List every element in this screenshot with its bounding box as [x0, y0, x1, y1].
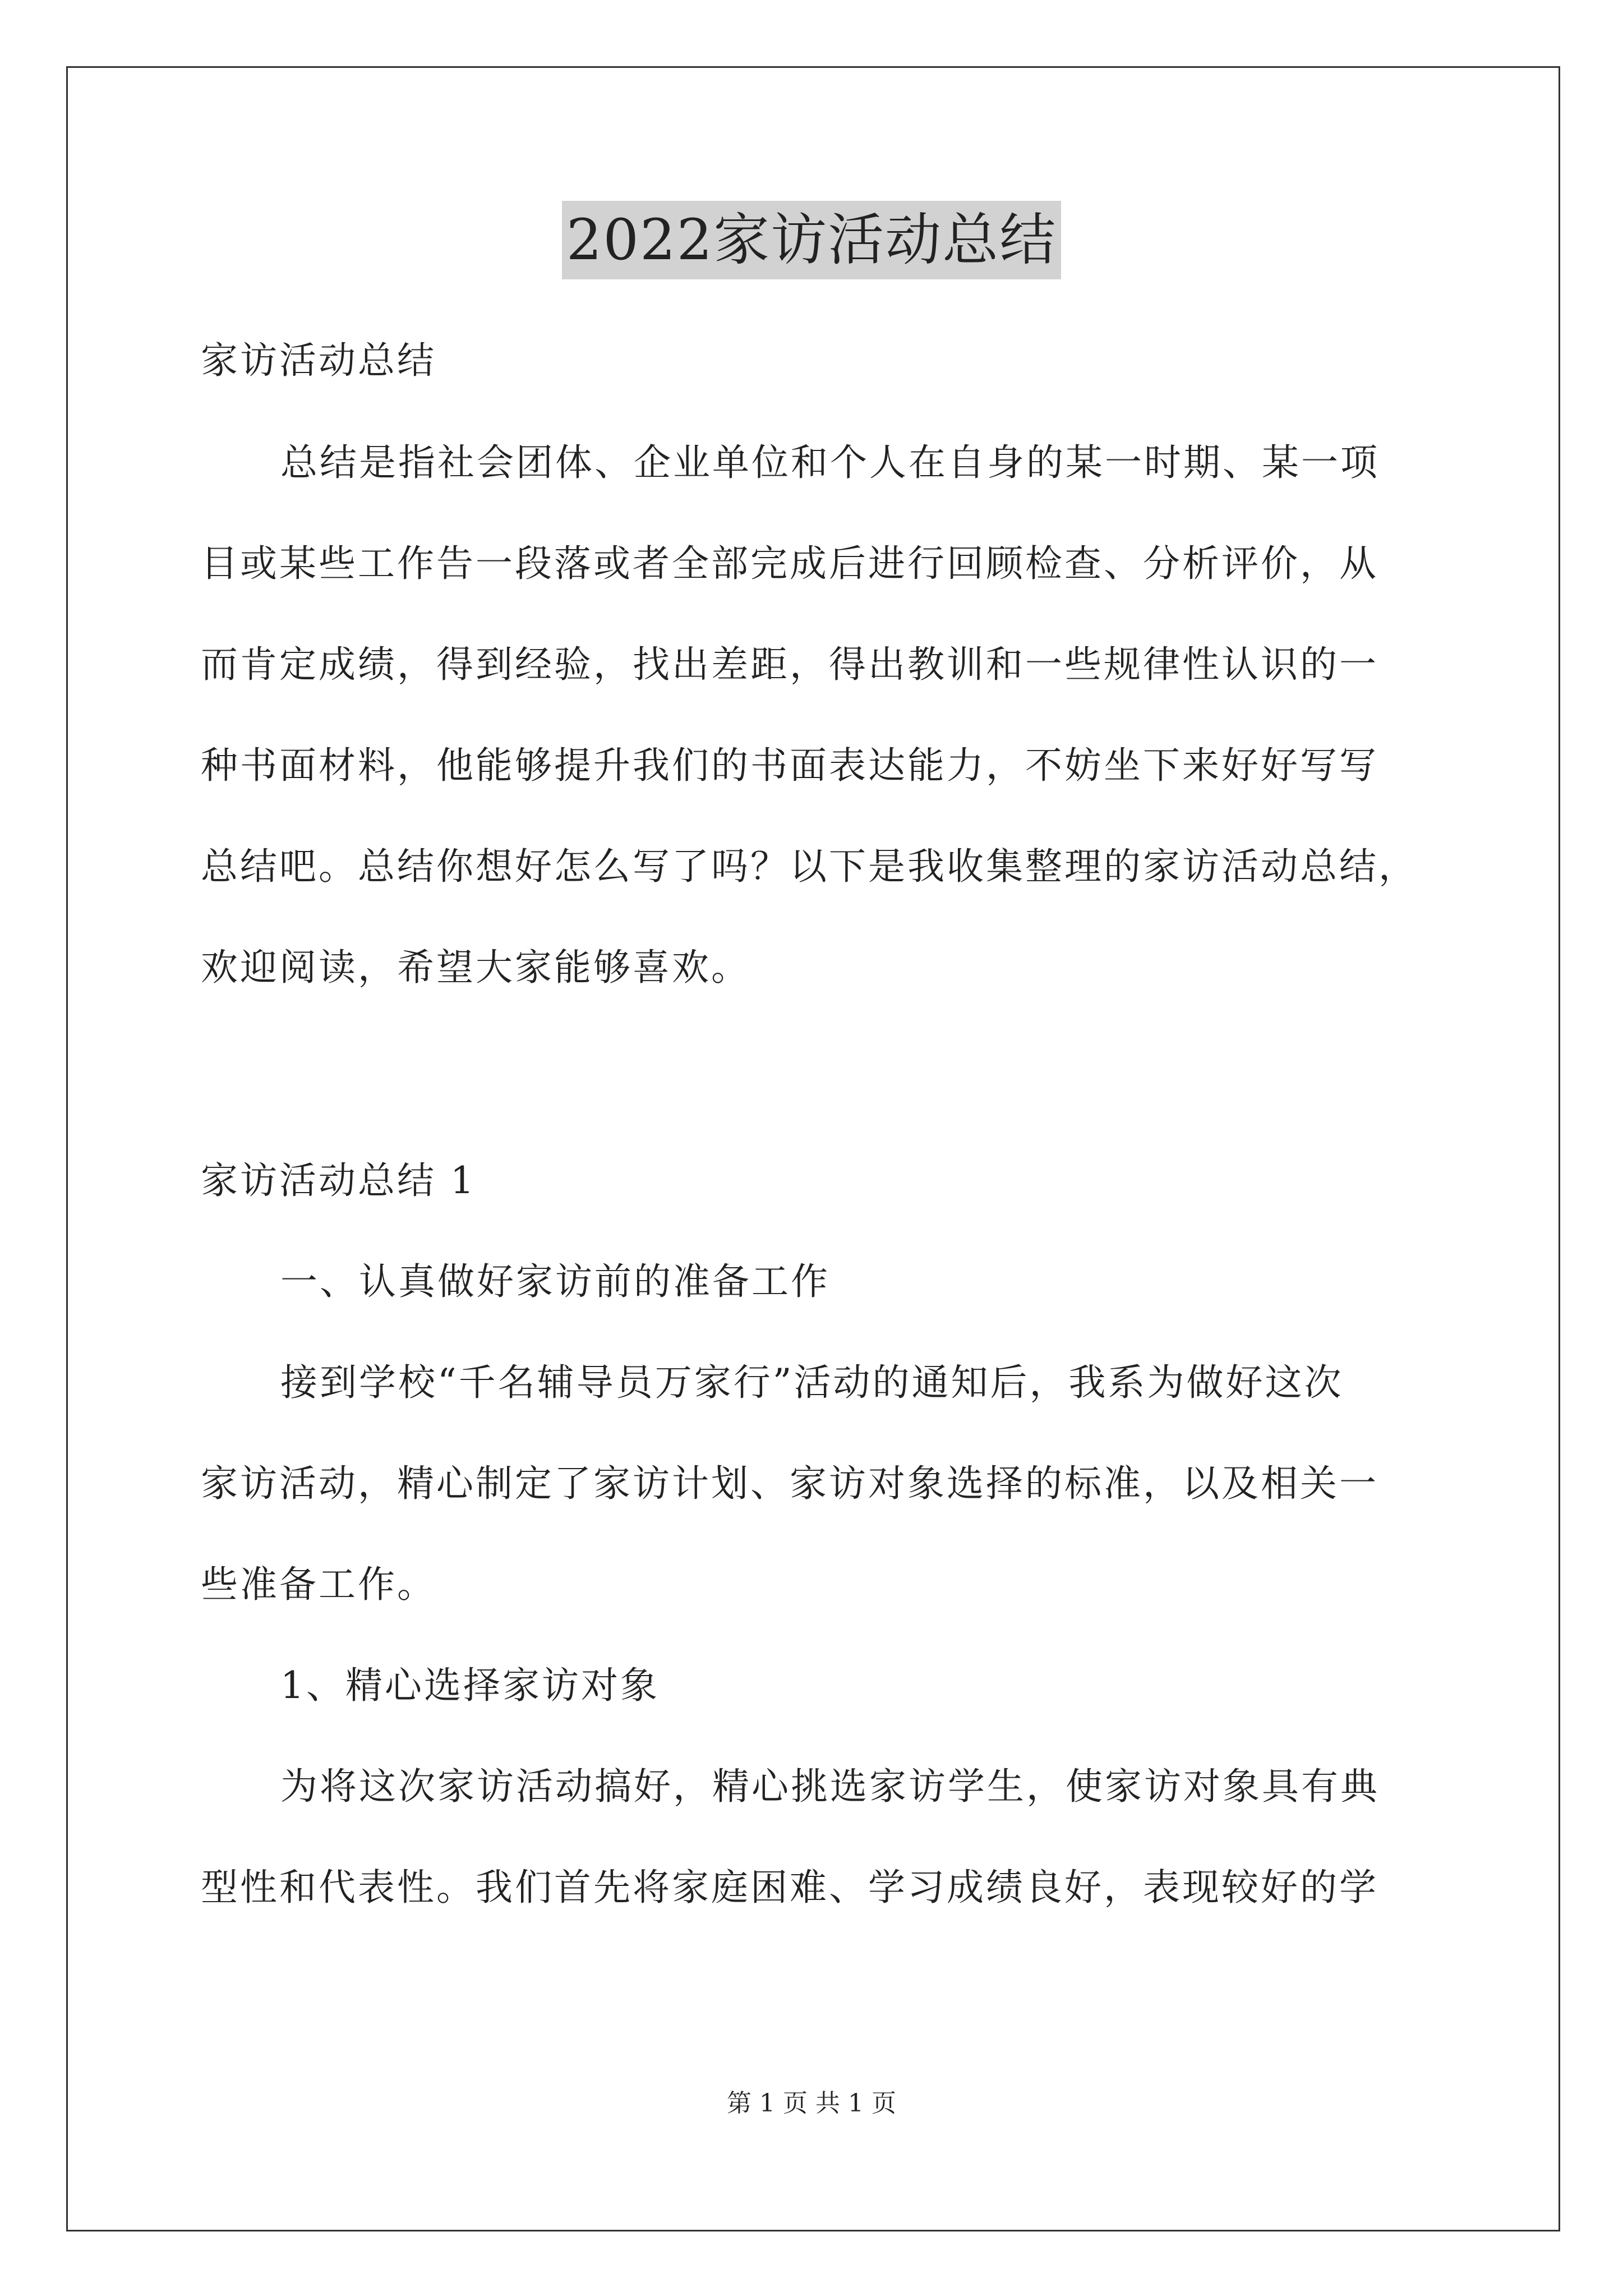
intro-line: 总结吧。总结你想好怎么写了吗？以下是我收集整理的家访活动总结， — [201, 845, 1418, 888]
paragraph-line: 些准备工作。 — [201, 1563, 436, 1606]
title-container — [0, 201, 1623, 279]
subheading: 1、精心选择家访对象 — [280, 1664, 660, 1707]
paragraph-line: 为将这次家访活动搞好，精心挑选家访学生，使家访对象具有典 — [280, 1765, 1380, 1808]
paragraph-line: 型性和代表性。我们首先将家庭困难、学习成绩良好，表现较好的学 — [201, 1866, 1378, 1909]
section-heading: 家访活动总结 1 — [201, 1159, 476, 1202]
paragraph-line: 接到学校“千名辅导员万家行”活动的通知后，我系为做好这次 — [280, 1361, 1344, 1404]
document-title: 2022家访活动总结 — [562, 201, 1062, 279]
intro-line: 欢迎阅读，希望大家能够喜欢。 — [201, 946, 750, 989]
intro-heading: 家访活动总结 — [201, 339, 436, 382]
intro-line: 目或某些工作告一段落或者全部完成后进行回顾检查、分析评价，从 — [201, 542, 1378, 585]
page-footer: 第 1 页 共 1 页 — [727, 2089, 896, 2118]
paragraph-line: 家访活动，精心制定了家访计划、家访对象选择的标准，以及相关一 — [201, 1462, 1378, 1505]
intro-line: 而肯定成绩，得到经验，找出差距，得出教训和一些规律性认识的一 — [201, 643, 1378, 686]
intro-line: 总结是指社会团体、企业单位和个人在自身的某一时期、某一项 — [280, 441, 1380, 484]
subheading: 一、认真做好家访前的准备工作 — [280, 1260, 830, 1303]
intro-line: 种书面材料，他能够提升我们的书面表达能力，不妨坐下来好好写写 — [201, 744, 1378, 787]
